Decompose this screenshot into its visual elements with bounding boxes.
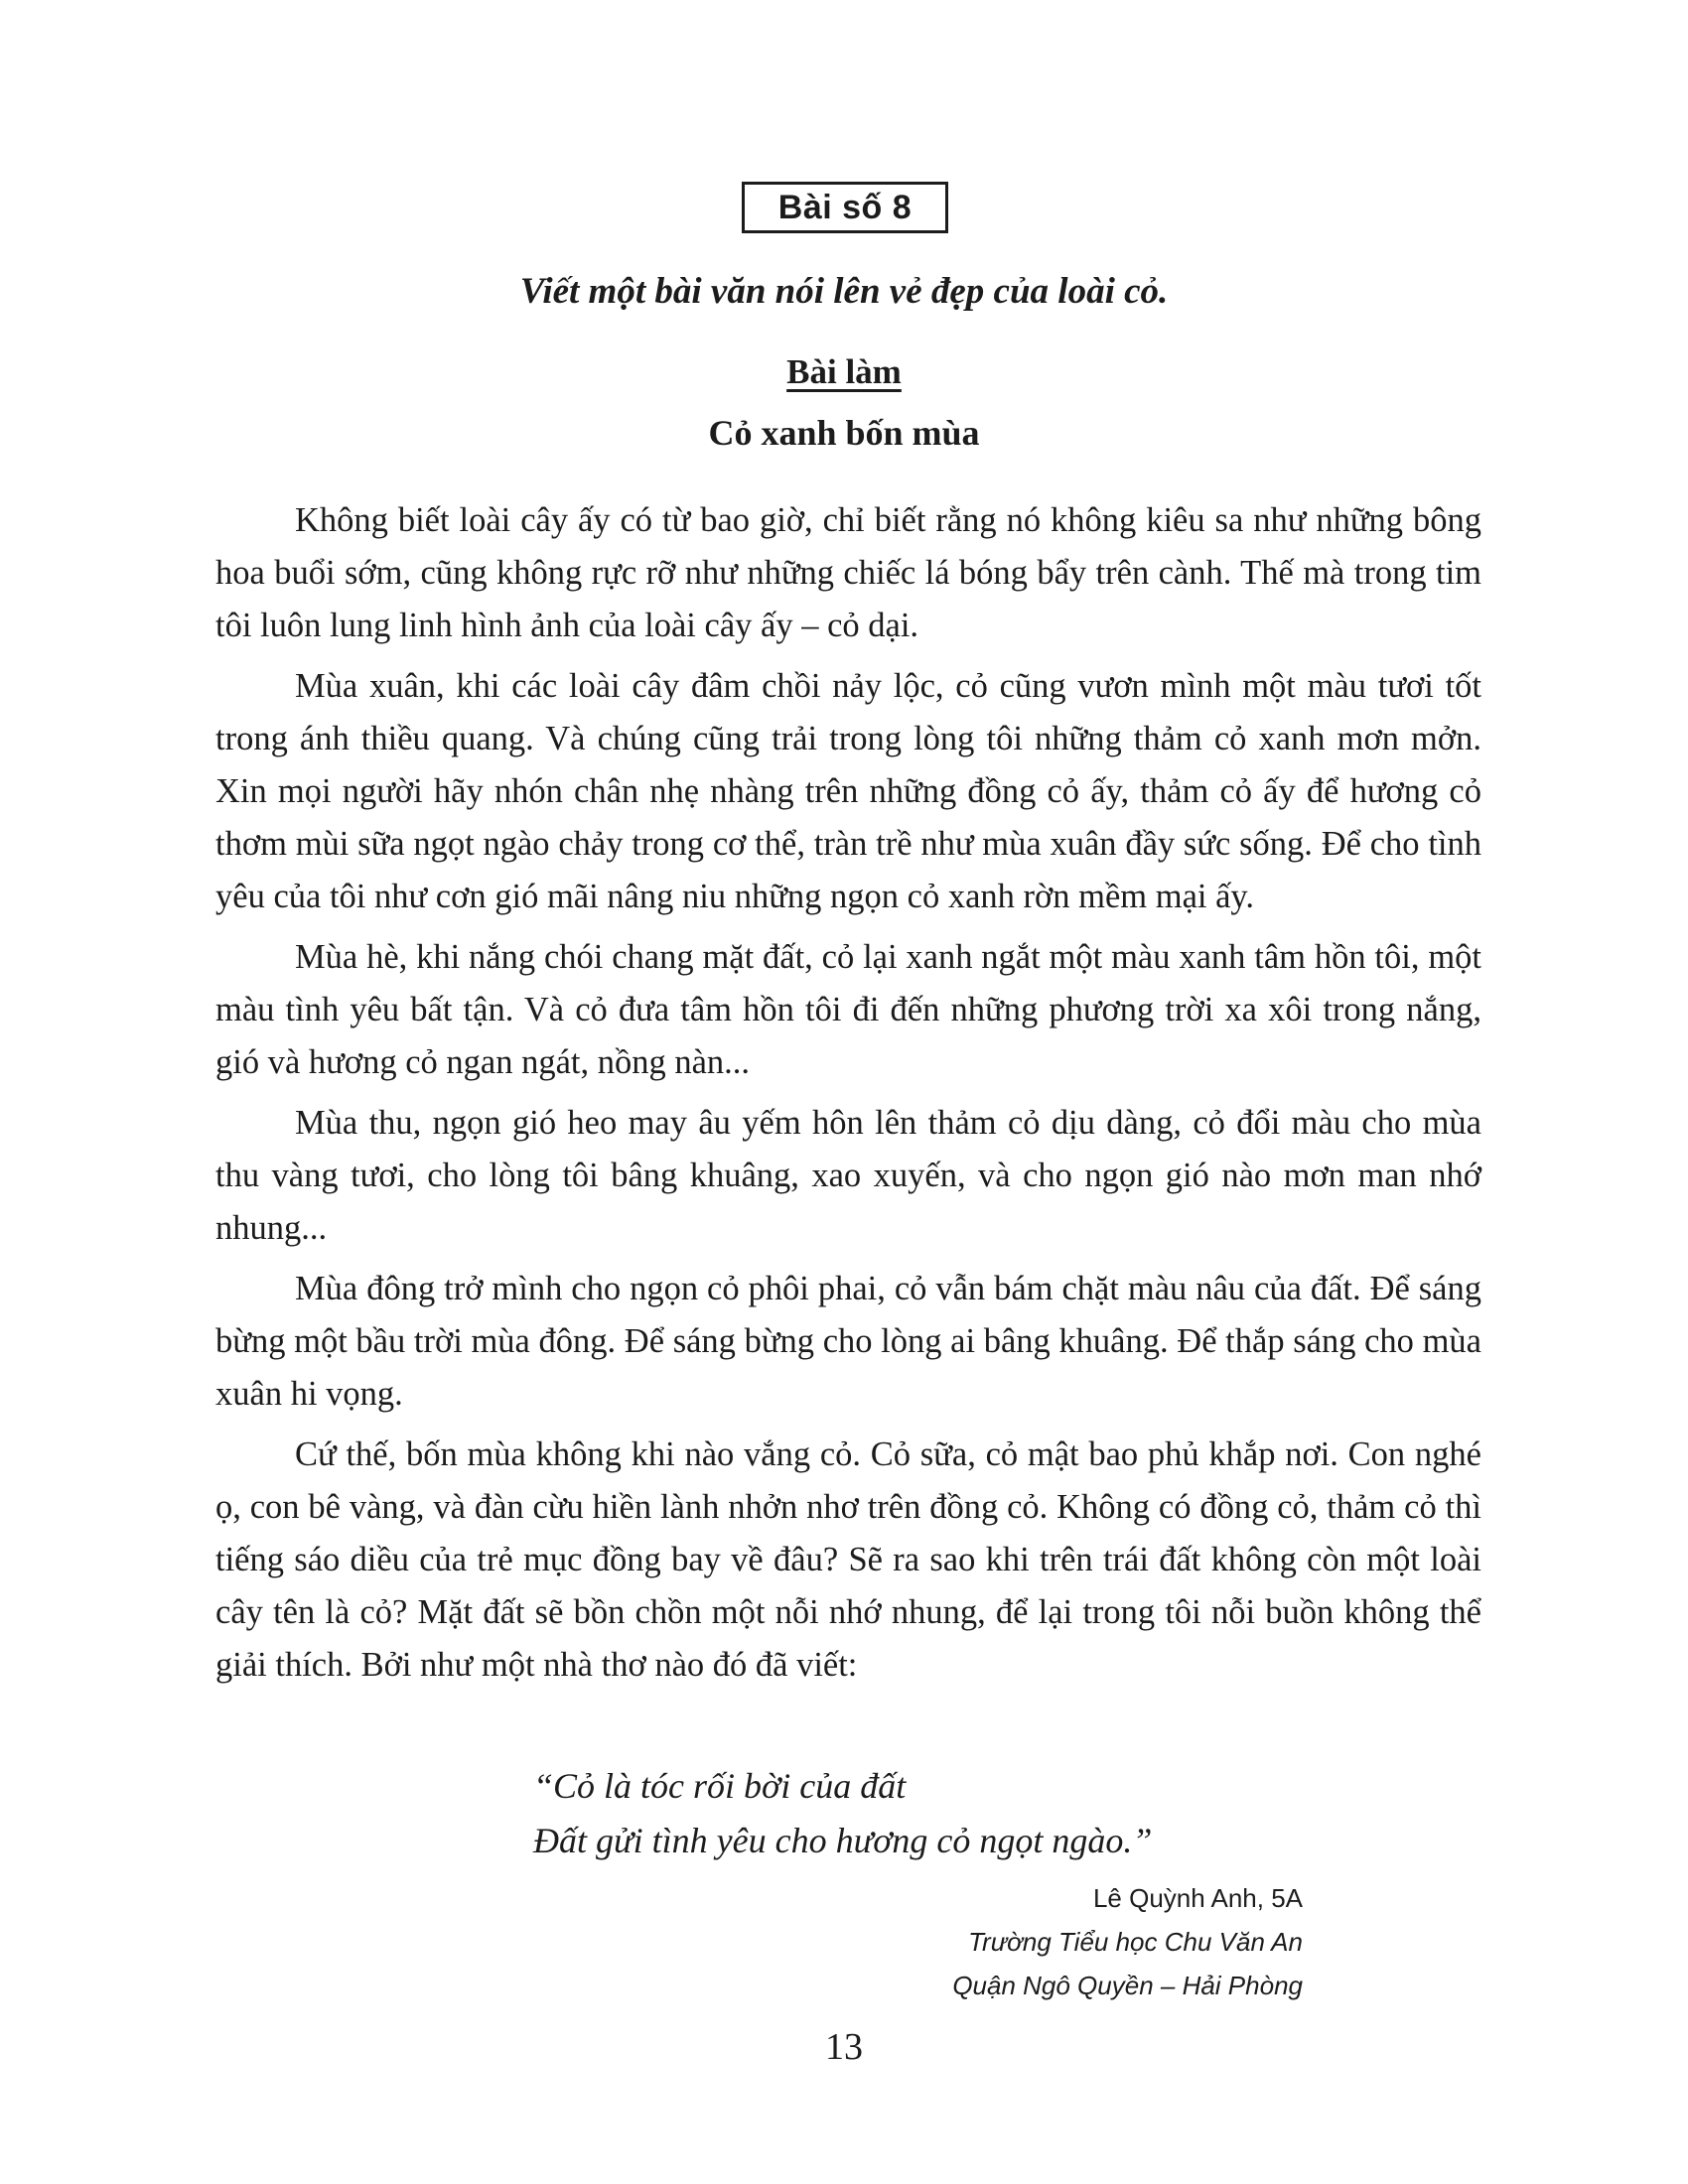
work-heading-text: Bài làm	[786, 352, 902, 391]
work-heading	[0, 352, 1688, 392]
paragraph-2: Mùa xuân, khi các loài cây đâm chồi nảy lộc, cỏ cũng vươn mình một màu tươi tốt trong ánh thiều quang. Và chúng cũng trải trong lòng tôi những thảm cỏ xanh mơn mởn. Xin mọi người hãy nhón chân nhẹ nhàng trên những đồng cỏ ấy, thảm cỏ ấy để hương cỏ thơm mùi sữa ngọt ngào chảy trong cơ thể, tràn trề như mùa xuân đầy sức sống. Để cho tình yêu của tôi như cơn gió mãi nâng niu những ngọn cỏ xanh rờn mềm mại ấy.	[215, 667, 1481, 915]
essay-body	[215, 494, 1481, 1700]
paragraph-3: Mùa hè, khi nắng chói chang mặt đất, cỏ lại xanh ngắt một màu xanh tâm hồn tôi, một màu tình yêu bất tận. Và cỏ đưa tâm hồn tôi đi đến những phương trời xa xôi trong nắng, gió và hương cỏ ngan ngát, nồng nàn...	[215, 938, 1481, 1081]
author-school: Trường Tiểu học Chu Văn An	[968, 1927, 1303, 1957]
lesson-number-label: Bài số 8	[777, 188, 913, 226]
poem-quote	[533, 1759, 1152, 1868]
paragraph-4: Mùa thu, ngọn gió heo may âu yếm hôn lên thảm cỏ dịu dàng, cỏ đổi màu cho mùa thu vàng tươi, cho lòng tôi bâng khuâng, xao xuyến, và cho ngọn gió nào mơn man nhớ nhung...	[215, 1104, 1481, 1247]
assignment-prompt: Viết một bài văn nói lên vẻ đẹp của loài cỏ.	[519, 271, 1169, 312]
paragraph-5: Mùa đông trở mình cho ngọn cỏ phôi phai, cỏ vẫn bám chặt màu nâu của đất. Để sáng bừng một bầu trời mùa đông. Để sáng bừng cho lòng ai bâng khuâng. Để thắp sáng cho mùa xuân hi vọng.	[215, 1270, 1481, 1413]
poem-line-1: “Cỏ là tóc rối bời của đất	[533, 1766, 907, 1806]
essay-title: Cỏ xanh bốn mùa	[708, 413, 980, 453]
author-district: Quận Ngô Quyền – Hải Phòng	[952, 1971, 1303, 2000]
author-name: Lê Quỳnh Anh, 5A	[1092, 1883, 1303, 1913]
poem-line-2: Đất gửi tình yêu cho hương cỏ ngọt ngào.”	[533, 1821, 1153, 1860]
paragraph-1: Không biết loài cây ấy có từ bao giờ, chỉ biết rằng nó không kiêu sa như những bông hoa buổi sớm, cũng không rực rỡ như những chiếc lá bóng bẩy trên cành. Thế mà trong tim tôi luôn lung linh hình ảnh của loài cây ấy – cỏ dại.	[215, 501, 1481, 644]
author-signature	[894, 1876, 1303, 2007]
lesson-number-box	[742, 182, 948, 233]
paragraph-6: Cứ thế, bốn mùa không khi nào vắng cỏ. Cỏ sữa, cỏ mật bao phủ khắp nơi. Con nghé ọ, con bê vàng, và đàn cừu hiền lành nhởn nhơ trên đồng cỏ. Không có đồng cỏ, thảm cỏ thì tiếng sáo diều của trẻ mục đồng bay về đâu? Sẽ ra sao khi trên trái đất không còn một loài cây tên là cỏ? Mặt đất sẽ bồn chồn một nỗi nhớ nhung, để lại trong tôi nỗi buồn không thể giải thích. Bởi như một nhà thơ nào đó đã viết:	[215, 1435, 1481, 1684]
page-number: 13	[825, 2026, 863, 2068]
